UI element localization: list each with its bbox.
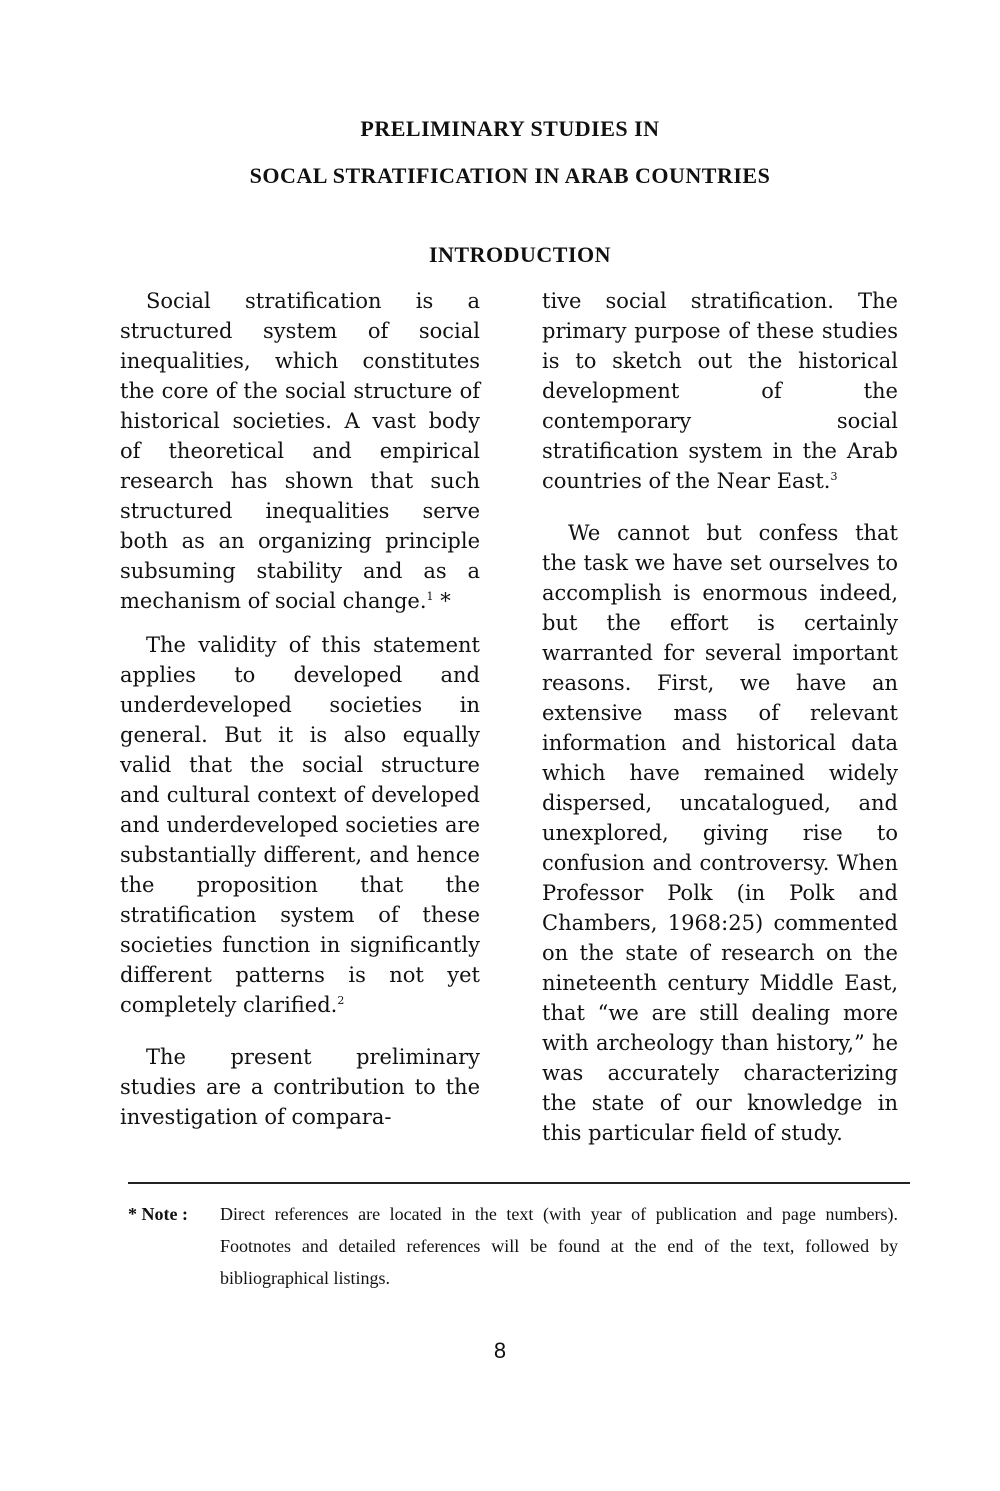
left-column <box>120 286 480 1146</box>
paragraph-1-text: Social stratification is a structured system of social inequalities, which constitutes the core of the social structure of historical societies. A vast body of theoretical and empirical research has shown that such structured inequalities serve both as an organizing principle subsuming stability and as a mechanism of social change. <box>120 289 480 613</box>
paragraph-3-text: The present preliminary studies are a contribution to the investigation of compara- <box>120 1045 480 1129</box>
paragraph-4 <box>542 518 898 1148</box>
title-line-2: SOCAL STRATIFICATION IN ARAB COUNTRIES <box>249 163 771 188</box>
paragraph-2-text: The validity of this statement applies to developed and underdeveloped societies in general. But it is also equally valid that the social structure and cultural context of developed and underdeveloped societies are substantially different, and hence the proposition that the stratification system of these societies function in significantly different patterns is not yet completely clarified. <box>120 633 480 1017</box>
footnote-label: * Note : <box>128 1204 188 1224</box>
paragraph-2 <box>120 630 480 1020</box>
paragraph-3-continued-text: tive social stratification. The primary purpose of these studies is to sketch out the historical development of the contemporary social stratification system in the Arab countries of the Near East. <box>542 289 898 493</box>
paragraph-4-text: We cannot but confess that the task we have set ourselves to accomplish is enormous indeed, but the effort is certainly warranted for several important reasons. First, we have an extensive mass of relevant information and historical data which have remained widely dispersed, uncatalogued, and unexplored, giving rise to confusion and controversy. When Professor Polk (in Polk and Chambers, 1968:25) commented on the state of research on the nineteenth century Middle East, that “we are still dealing more with archeology than history,” he was accurately characterizing the state of our knowledge in this particular field of study. <box>542 521 898 1145</box>
right-column <box>542 286 898 1162</box>
paragraph-1 <box>120 286 480 616</box>
paragraph-3 <box>120 1042 480 1132</box>
asterisk-mark: * <box>433 589 451 613</box>
footnote-divider <box>128 1182 910 1184</box>
footnote <box>128 1198 898 1294</box>
footnote-ref-2: 2 <box>337 994 345 1007</box>
page-number: 8 <box>493 1338 507 1363</box>
section-heading: INTRODUCTION <box>428 242 612 267</box>
footnote-text: Direct references are located in the text (with year of publication and page numbers). Footnotes and detailed references will be found at the end of the text, followed by bibliographical listings. <box>220 1204 898 1288</box>
footnote-ref-3: 3 <box>830 470 838 483</box>
paragraph-3-continued <box>542 286 898 496</box>
title-line-1: PRELIMINARY STUDIES IN <box>360 116 660 141</box>
footnote-ref-1: 1 <box>426 590 434 603</box>
